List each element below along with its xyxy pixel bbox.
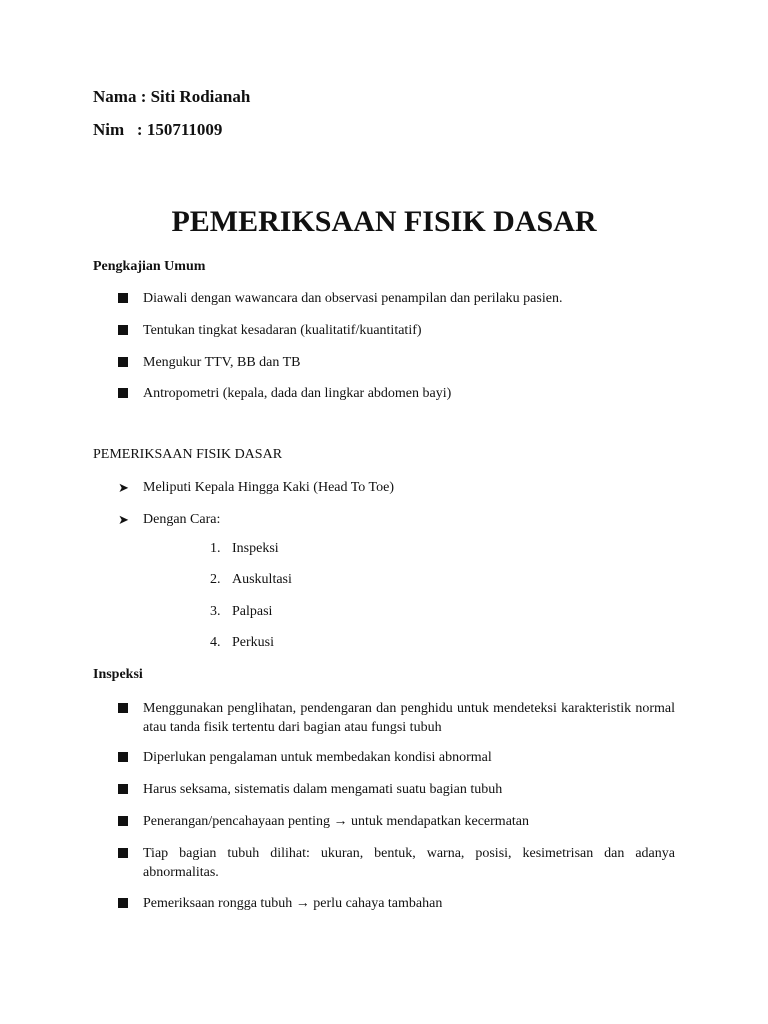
square-bullet-icon bbox=[118, 894, 143, 913]
list-item: Mengukur TTV, BB dan TB bbox=[118, 353, 675, 372]
list-item: Pemeriksaan rongga tubuh → perlu cahaya tambahan bbox=[118, 894, 675, 913]
list-item: Harus seksama, sistematis dalam mengamati suatu bagian tubuh bbox=[118, 780, 675, 799]
numbered-item: 3. Palpasi bbox=[210, 604, 273, 619]
list-item: ➤ Dengan Cara: bbox=[118, 512, 221, 527]
list-item: Diperlukan pengalaman untuk membedakan kondisi abnormal bbox=[118, 748, 675, 767]
arrowhead-bullet-icon: ➤ bbox=[118, 512, 129, 527]
list-item: Antropometri (kepala, dada dan lingkar abdomen bayi) bbox=[118, 384, 675, 403]
numbered-item: 2. Auskultasi bbox=[210, 572, 292, 587]
square-bullet-icon bbox=[118, 748, 143, 767]
square-bullet-icon bbox=[118, 289, 143, 308]
list-item: ➤ Meliputi Kepala Hingga Kaki (Head To Toe) bbox=[118, 480, 395, 495]
numbered-item: 1. Inspeksi bbox=[210, 541, 279, 556]
list-item: Penerangan/pencahayaan penting → untuk mendapatkan kecermatan bbox=[118, 812, 675, 831]
square-bullet-icon bbox=[118, 699, 143, 737]
student-name: Nama : Siti Rodianah bbox=[93, 87, 251, 106]
square-bullet-icon bbox=[118, 844, 143, 882]
list-item: Tentukan tingkat kesadaran (kualitatif/kuantitatif) bbox=[118, 321, 675, 340]
square-bullet-icon bbox=[118, 384, 143, 403]
list-item: Menggunakan penglihatan, pendengaran dan penghidu untuk mendeteksi karakteristik normal atau tanda fisik tertentu dari bagian atau fungsi tubuh bbox=[118, 699, 675, 737]
numbered-item: 4. Perkusi bbox=[210, 635, 274, 650]
section-heading-pengkajian: Pengkajian Umum bbox=[93, 259, 206, 274]
square-bullet-icon bbox=[118, 353, 143, 372]
section-heading-pemeriksaan: PEMERIKSAAN FISIK DASAR bbox=[93, 447, 283, 462]
square-bullet-icon bbox=[118, 812, 143, 831]
arrowhead-bullet-icon: ➤ bbox=[118, 480, 129, 495]
square-bullet-icon bbox=[118, 321, 143, 340]
section-heading-inspeksi: Inspeksi bbox=[93, 667, 143, 682]
page-title: PEMERIKSAAN FISIK DASAR bbox=[171, 205, 597, 238]
list-item: Tiap bagian tubuh dilihat: ukuran, bentuk, warna, posisi, kesimetrisan dan adanya abnormalitas. bbox=[118, 844, 675, 882]
list-item: Diawali dengan wawancara dan observasi penampilan dan perilaku pasien. bbox=[118, 289, 675, 308]
student-nim: Nim : 150711009 bbox=[93, 120, 223, 139]
square-bullet-icon bbox=[118, 780, 143, 799]
